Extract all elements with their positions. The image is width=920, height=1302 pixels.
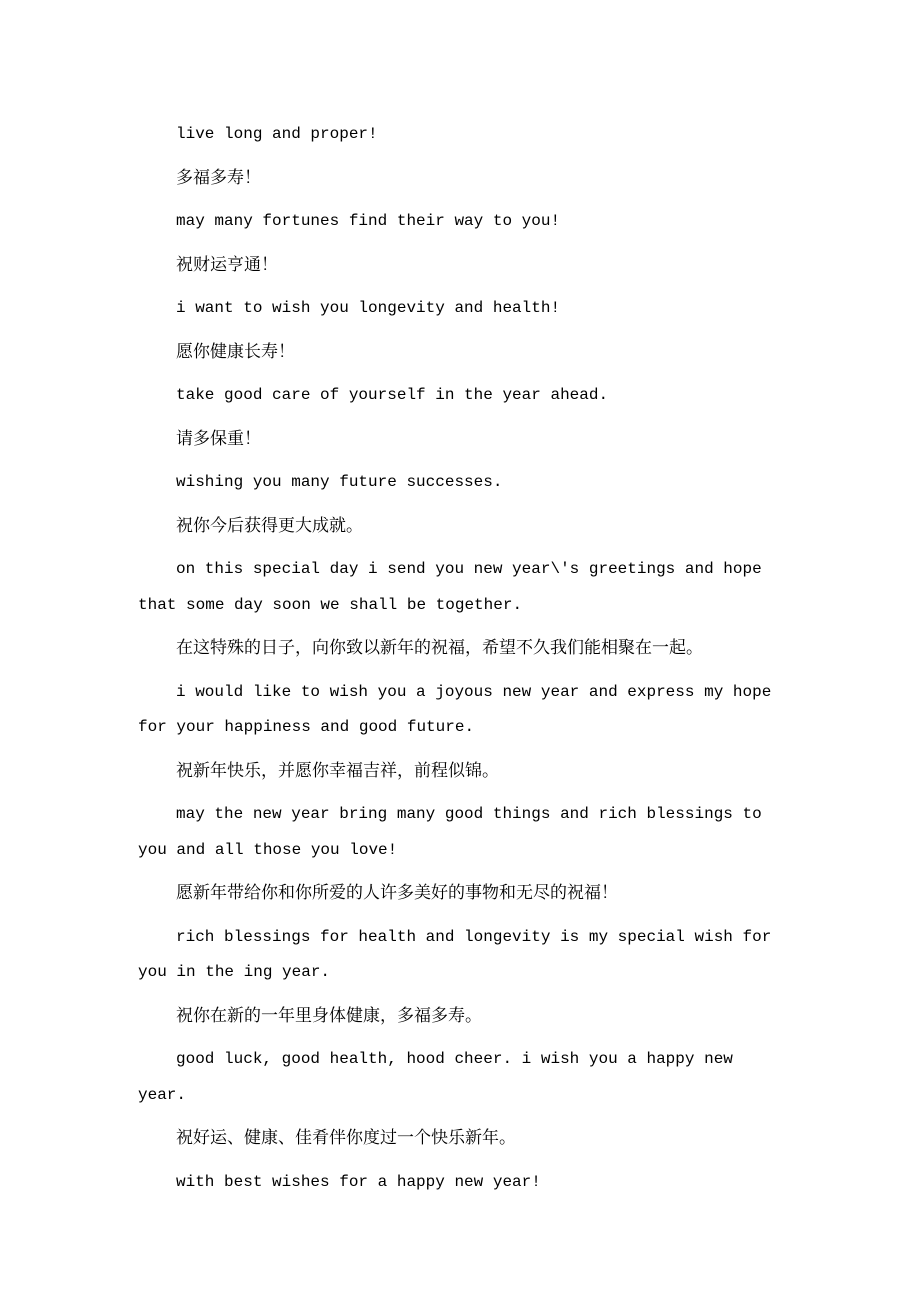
paragraph-chinese: 愿你健康长寿！	[176, 341, 295, 362]
paragraph-chinese: 多福多寿！	[176, 167, 261, 188]
paragraph-english: take good care of yourself in the year ahead.	[176, 386, 609, 404]
paragraph-english: i want to wish you longevity and health!	[176, 299, 561, 317]
paragraph-english: may many fortunes find their way to you!	[176, 212, 561, 230]
paragraph-english: i would like to wish you a joyous new year and express my hope for your happiness and good future.	[138, 682, 772, 736]
paragraph-english: on this special day i send you new year\'s greetings and hope that some day soon we shall be together.	[138, 560, 762, 614]
paragraph-english: wishing you many future successes.	[176, 473, 503, 491]
paragraph-chinese: 祝你在新的一年里身体健康，多福多寿。	[176, 1005, 482, 1026]
paragraph-english: live long and proper!	[176, 125, 378, 143]
paragraph-chinese: 祝财运亨通！	[176, 254, 278, 275]
paragraph-chinese: 在这特殊的日子，向你致以新年的祝福，希望不久我们能相聚在一起。	[176, 638, 703, 658]
paragraph-english: with best wishes for a happy new year!	[176, 1172, 541, 1191]
document-page	[138, 117, 788, 1208]
paragraph-chinese: 祝新年快乐，并愿你幸福吉祥，前程似锦。	[176, 760, 499, 781]
paragraph-chinese: 请多保重！	[176, 428, 261, 449]
paragraph-english: good luck, good health, hood cheer. i wish you a happy new year.	[138, 1050, 733, 1104]
paragraph-english: may the new year bring many good things and rich blessings to you and all those you love!	[138, 805, 762, 859]
paragraph-english: rich blessings for health and longevity is my special wish for you in the ing year.	[138, 927, 772, 981]
paragraph-chinese: 祝你今后获得更大成就。	[176, 515, 363, 536]
paragraph-chinese: 祝好运、健康、佳肴伴你度过一个快乐新年。	[176, 1128, 516, 1148]
paragraph-chinese: 愿新年带给你和你所爱的人许多美好的事物和无尽的祝福！	[176, 883, 618, 903]
